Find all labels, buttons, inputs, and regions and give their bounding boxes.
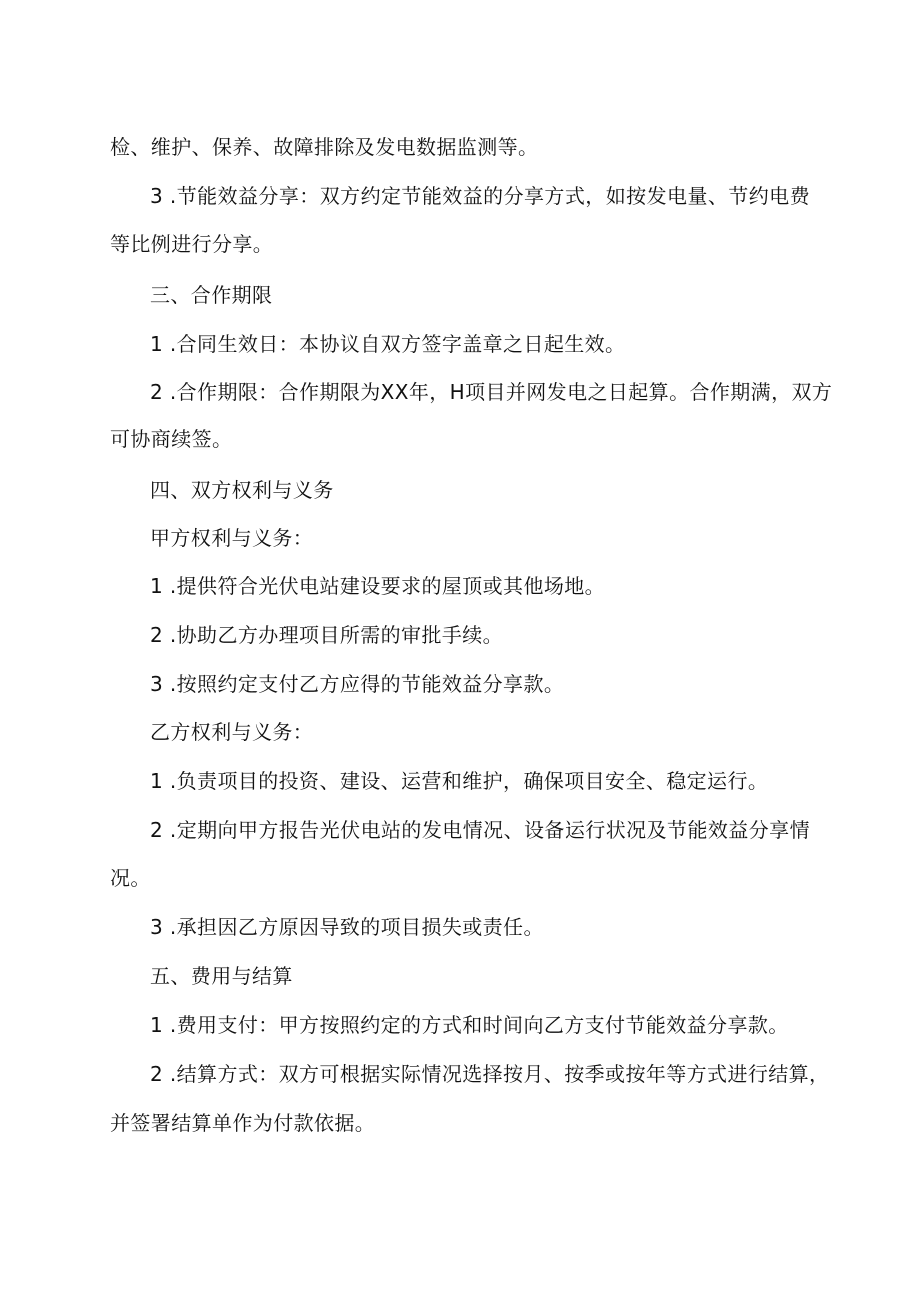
paragraph-line: 3 .承担因乙方原因导致的项目损失或责任。: [150, 915, 544, 939]
paragraph-line: 1 .费用支付：甲方按照约定的方式和时间向乙方支付节能效益分享款。: [150, 1013, 789, 1037]
paragraph-line: 可协商续签。: [110, 427, 233, 451]
paragraph-line: 1 .负责项目的投资、建设、运营和维护，确保项目安全、稳定运行。: [150, 769, 769, 793]
paragraph-line: 况。: [110, 866, 151, 890]
section-heading: 三、合作期限: [150, 283, 273, 307]
paragraph-line: 1 .合同生效日：本协议自双方签字盖章之日起生效。: [150, 332, 626, 356]
paragraph-line: 3 .按照约定支付乙方应得的节能效益分享款。: [150, 672, 565, 696]
paragraph-line: 检、维护、保养、故障排除及发电数据监测等。: [110, 135, 539, 159]
subsection-heading: 甲方权利与义务：: [150, 526, 314, 550]
subsection-heading: 乙方权利与义务：: [150, 720, 314, 744]
section-heading: 四、双方权利与义务: [150, 478, 334, 502]
paragraph-line: 2 .定期向甲方报告光伏电站的发电情况、设备运行状况及节能效益分享情: [150, 818, 810, 842]
paragraph-line: 3 .节能效益分享：双方约定节能效益的分享方式，如按发电量、节约电费: [150, 184, 810, 208]
paragraph-line: 2 .协助乙方办理项目所需的审批手续。: [150, 623, 504, 647]
paragraph-line: 2 .结算方式：双方可根据实际情况选择按月、按季或按年等方式进行结算，: [150, 1062, 830, 1086]
paragraph-line: 等比例进行分享。: [110, 232, 274, 256]
section-heading: 五、费用与结算: [150, 964, 293, 988]
paragraph-line: 并签署结算单作为付款依据。: [110, 1111, 376, 1135]
paragraph-line: 1 .提供符合光伏电站建设要求的屋顶或其他场地。: [150, 574, 606, 598]
paragraph-line: 2 .合作期限：合作期限为XX年，H项目并网发电之日起算。合作期满，双方: [150, 380, 833, 404]
